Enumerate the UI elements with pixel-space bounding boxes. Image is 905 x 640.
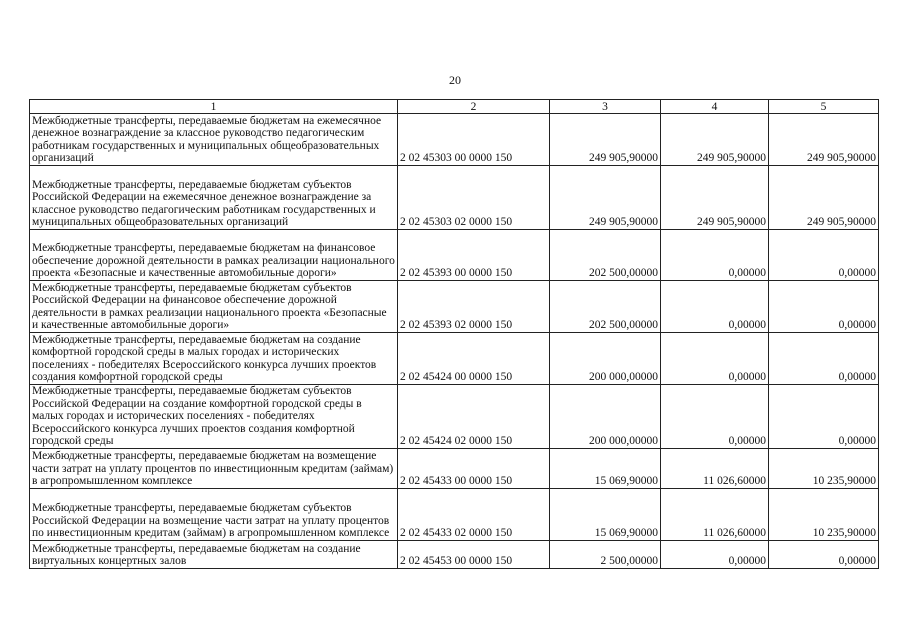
row-value-col3: 249 905,90000	[550, 114, 661, 166]
row-code: 2 02 45303 00 0000 150	[398, 114, 550, 166]
row-code: 2 02 45393 00 0000 150	[398, 230, 550, 281]
table-row	[30, 449, 879, 489]
row-value-col4: 0,00000	[661, 385, 769, 449]
row-value-col5: 0,00000	[769, 230, 879, 281]
row-value-col5: 249 905,90000	[769, 114, 879, 166]
row-code: 2 02 45424 02 0000 150	[398, 385, 550, 449]
row-value-col4: 0,00000	[661, 230, 769, 281]
row-code: 2 02 45433 00 0000 150	[398, 449, 550, 489]
row-value-col4: 0,00000	[661, 281, 769, 333]
row-value-col4: 0,00000	[661, 333, 769, 385]
row-description: Межбюджетные трансферты, передаваемые бюджетам субъектов Российской Федерации на ежемесячное денежное вознаграждение за классное руководство педагогическим работникам государственных и муниципальных общеобразовательных организаций	[30, 166, 398, 230]
table-row	[30, 230, 879, 281]
row-description: Межбюджетные трансферты, передаваемые бюджетам субъектов Российской Федерации на возмещение части затрат на уплату процентов по инвестиционным кредитам (займам) в агропромышленном комплексе	[30, 489, 398, 541]
row-description: Межбюджетные трансферты, передаваемые бюджетам субъектов Российской Федерации на финансовое обеспечение дорожной деятельности в рамках реализации национального проекта «Безопасные и качественные автомобильные дороги»	[30, 281, 398, 333]
column-header: 1	[30, 100, 398, 114]
row-value-col5: 249 905,90000	[769, 166, 879, 230]
row-description: Межбюджетные трансферты, передаваемые бюджетам на создание виртуальных концертных залов	[30, 541, 398, 569]
table-row	[30, 333, 879, 385]
table-header-row	[30, 100, 879, 114]
row-value-col3: 249 905,90000	[550, 166, 661, 230]
column-header: 4	[661, 100, 769, 114]
row-description: Межбюджетные трансферты, передаваемые бюджетам на ежемесячное денежное вознаграждение за классное руководство педагогическим работникам государственных и муниципальных общеобразовательных организаций	[30, 114, 398, 166]
row-description: Межбюджетные трансферты, передаваемые бюджетам субъектов Российской Федерации на создание комфортной городской среды в малых городах и исторических поселениях - победителях Всероссийского конкурса лучших проектов создания комфортной городской среды	[30, 385, 398, 449]
row-value-col4: 249 905,90000	[661, 114, 769, 166]
row-code: 2 02 45433 02 0000 150	[398, 489, 550, 541]
row-value-col5: 0,00000	[769, 281, 879, 333]
row-code: 2 02 45303 02 0000 150	[398, 166, 550, 230]
row-code: 2 02 45424 00 0000 150	[398, 333, 550, 385]
row-value-col3: 202 500,00000	[550, 281, 661, 333]
row-description: Межбюджетные трансферты, передаваемые бюджетам на финансовое обеспечение дорожной деятельности в рамках реализации национального проекта «Безопасные и качественные автомобильные дороги»	[30, 230, 398, 281]
page-number: 20	[449, 73, 461, 87]
row-code: 2 02 45453 00 0000 150	[398, 541, 550, 569]
row-value-col4: 11 026,60000	[661, 449, 769, 489]
row-value-col3: 15 069,90000	[550, 489, 661, 541]
table-row	[30, 114, 879, 166]
row-value-col3: 200 000,00000	[550, 333, 661, 385]
column-header: 2	[398, 100, 550, 114]
row-value-col5: 0,00000	[769, 541, 879, 569]
column-header: 5	[769, 100, 879, 114]
row-value-col3: 200 000,00000	[550, 385, 661, 449]
row-value-col5: 10 235,90000	[769, 449, 879, 489]
row-value-col4: 249 905,90000	[661, 166, 769, 230]
table-row	[30, 541, 879, 569]
row-value-col4: 0,00000	[661, 541, 769, 569]
row-value-col3: 15 069,90000	[550, 449, 661, 489]
row-value-col3: 2 500,00000	[550, 541, 661, 569]
table-row	[30, 166, 879, 230]
row-value-col5: 0,00000	[769, 385, 879, 449]
row-value-col4: 11 026,60000	[661, 489, 769, 541]
row-value-col5: 10 235,90000	[769, 489, 879, 541]
row-code: 2 02 45393 02 0000 150	[398, 281, 550, 333]
budget-table	[29, 99, 879, 569]
row-description: Межбюджетные трансферты, передаваемые бюджетам на создание комфортной городской среды в малых городах и исторических поселениях - победителях Всероссийского конкурса лучших проектов создания комфортной городской среды	[30, 333, 398, 385]
table-row	[30, 385, 879, 449]
column-header: 3	[550, 100, 661, 114]
row-value-col5: 0,00000	[769, 333, 879, 385]
row-value-col3: 202 500,00000	[550, 230, 661, 281]
table-row	[30, 489, 879, 541]
table-row	[30, 281, 879, 333]
row-description: Межбюджетные трансферты, передаваемые бюджетам на возмещение части затрат на уплату процентов по инвестиционным кредитам (займам) в агропромышленном комплексе	[30, 449, 398, 489]
